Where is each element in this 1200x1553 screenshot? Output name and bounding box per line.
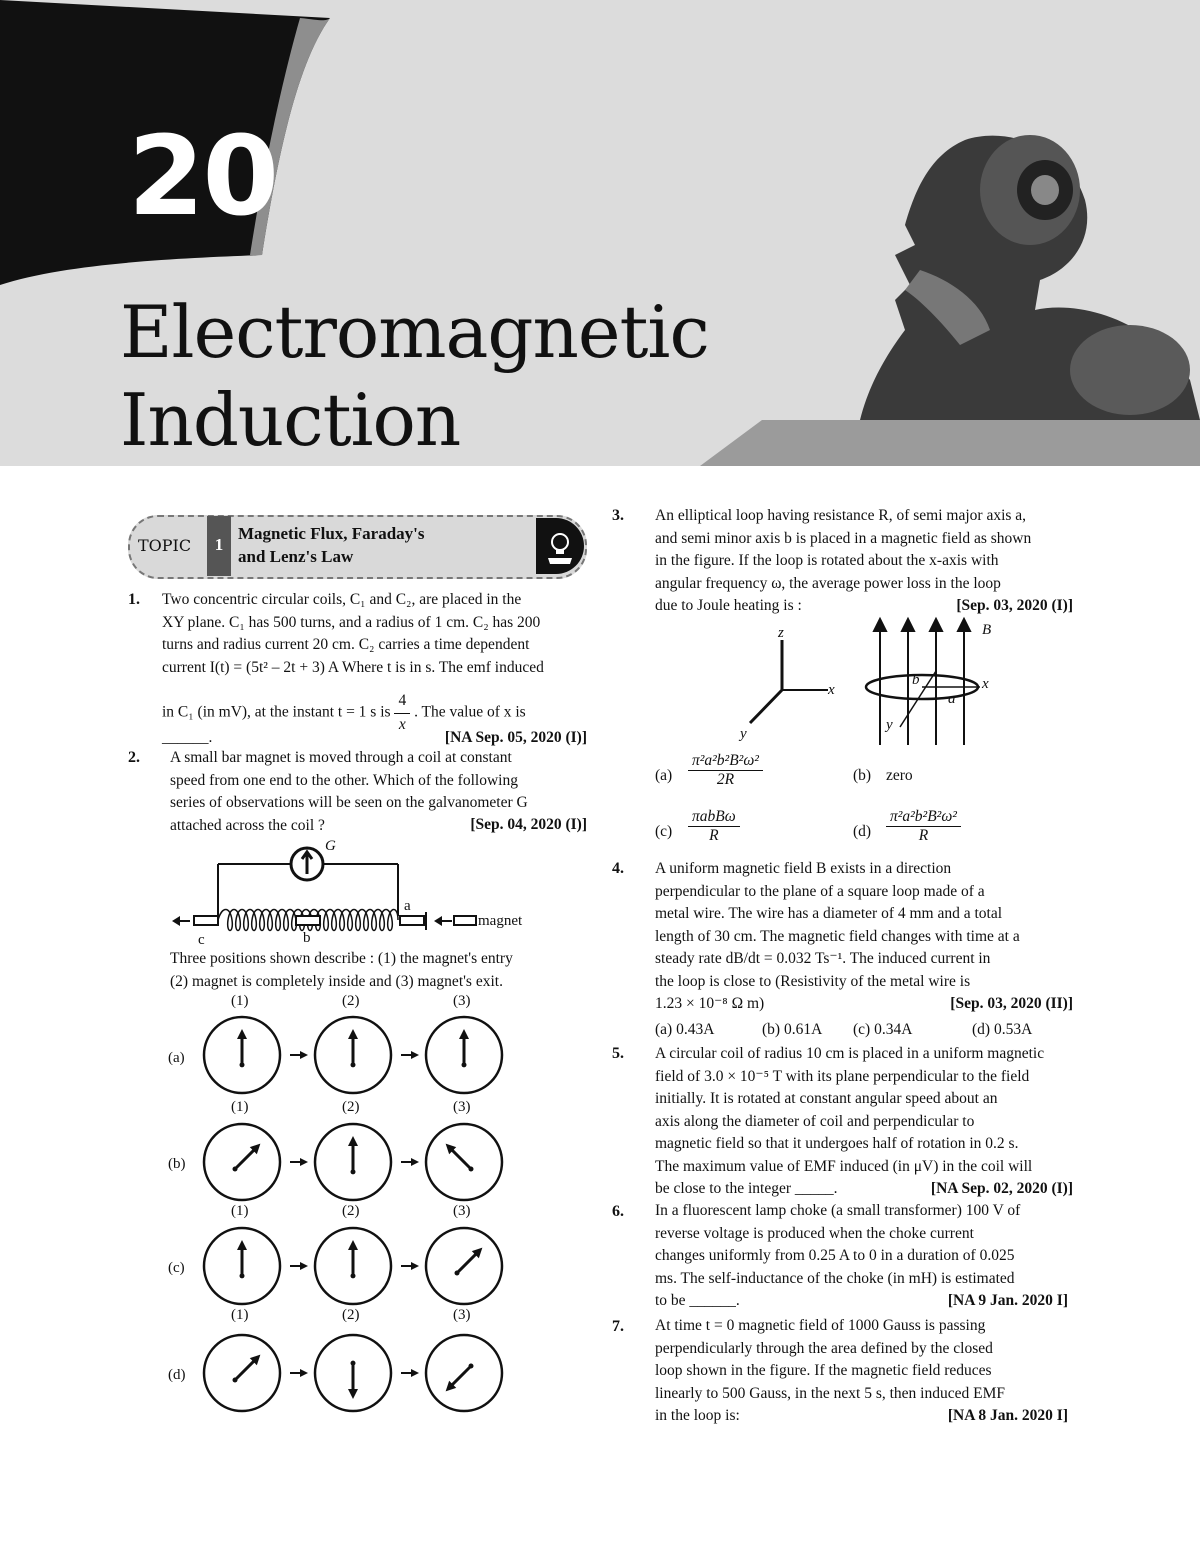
dial-pivot	[240, 1062, 245, 1067]
q3-option-c-label: (c)	[655, 823, 673, 840]
question-3-line: and semi minor axis b is placed in a magnetic field as shown	[655, 529, 1032, 547]
question-4-line: steady rate dB/dt = 0.032 Ts⁻¹. The induced current in	[655, 950, 991, 967]
dial-pivot	[351, 1361, 356, 1366]
question-4-line: perpendicular to the plane of a square loop made of a	[655, 882, 985, 900]
dial-pivot	[454, 1271, 459, 1276]
label-b: b	[303, 930, 311, 946]
q3-option-b-label: (b)	[853, 767, 872, 784]
loop-axis-label-y: y	[886, 717, 893, 733]
topic-label: TOPIC	[138, 536, 192, 555]
question-3-line: An elliptical loop having resistance R, of semi major axis a,	[655, 507, 1027, 524]
q3-option-a	[688, 752, 763, 789]
question-1-text-b: . The value of x is	[414, 703, 526, 721]
q3-option-a-label: (a)	[655, 767, 673, 784]
sequence-arrow-head	[411, 1051, 419, 1059]
q3-option-d-num: π²a²b²B²ω²	[886, 808, 961, 827]
question-2-after-text	[170, 948, 590, 993]
question-4-number: 4.	[612, 860, 624, 877]
question-4-text	[655, 858, 1073, 1016]
position-label: (2)	[342, 1099, 360, 1115]
question-2-line: A small bar magnet is moved through a coil at constant	[170, 749, 512, 766]
question-1-line: XY plane. C₁ has 500 turns, and a radius of 1 cm. C₂ has 200	[162, 613, 541, 631]
question-7-line: linearly to 500 Gauss, in the next 5 s, then induced EMF	[655, 1384, 1005, 1402]
loop-axis-label-x: x	[982, 676, 989, 692]
question-7-number: 7.	[612, 1318, 624, 1335]
q4-option: (c) 0.34A	[853, 1021, 913, 1038]
q3-option-c	[688, 808, 740, 845]
question-7-source: [NA 8 Jan. 2020 I]	[947, 1407, 1068, 1424]
chapter-number: 20	[128, 112, 278, 240]
chapter-title-line1: Electromagnetic	[120, 290, 709, 374]
position-label: (2)	[342, 993, 360, 1009]
robot-illustration	[860, 135, 1200, 420]
coil-galvanometer-diagram	[168, 836, 588, 951]
question-1-source: [NA Sep. 05, 2020 (I)]	[444, 729, 587, 746]
question-6-number: 6.	[612, 1203, 624, 1220]
sequence-arrow-head	[300, 1158, 308, 1166]
dial-pivot	[351, 1062, 356, 1067]
position-label: (1)	[231, 1203, 249, 1219]
option-label: (c)	[168, 1260, 185, 1276]
position-label: (1)	[231, 1307, 249, 1323]
sequence-arrow-head	[411, 1262, 419, 1270]
magnet-label: magnet	[478, 913, 523, 929]
axis-label-y: y	[740, 726, 747, 742]
topic-number: 1	[207, 516, 231, 576]
question-4-line: 1.23 × 10⁻⁸ Ω m)	[655, 995, 765, 1012]
question-5-line: axis along the diameter of coil and perpendicular to	[655, 1112, 975, 1130]
sequence-arrow-head	[411, 1158, 419, 1166]
question-5-line: be close to the integer _____.	[655, 1180, 838, 1197]
position-label: (1)	[231, 1099, 249, 1115]
galvanometer-label: G	[325, 838, 336, 854]
label-c: c	[198, 932, 205, 948]
position-label: (3)	[453, 993, 471, 1009]
question-2-line: series of observations will be seen on the galvanometer G	[170, 794, 528, 811]
question-2-line: attached across the coil ?	[170, 816, 325, 834]
question-4-line: the loop is close to (Resistivity of the metal wire is	[655, 972, 971, 990]
magnet-position-c	[194, 916, 218, 925]
question-5-line: A circular coil of radius 10 cm is placed in a uniform magnetic	[655, 1045, 1045, 1062]
q3-option-d-label: (d)	[853, 823, 872, 840]
q3-option-c-den: R	[709, 827, 719, 844]
question-6-line: changes uniformly from 0.25 A to 0 in a duration of 0.025	[655, 1247, 1015, 1264]
semi-major-label-a: a	[948, 691, 956, 707]
question-4-line: length of 30 cm. The magnetic field changes with time at a	[655, 927, 1020, 945]
dial-pivot	[232, 1378, 237, 1383]
position-label: (3)	[453, 1203, 471, 1219]
q3-option-b: zero	[886, 767, 913, 784]
question-6-line: reverse voltage is produced when the choke current	[655, 1224, 974, 1242]
question-5-line: field of 3.0 × 10⁻⁵ T with its plane perpendicular to the field	[655, 1067, 1030, 1085]
dial-pivot	[469, 1167, 474, 1172]
position-label: (3)	[453, 1307, 471, 1323]
magnet-icon	[454, 916, 476, 925]
magnet-position-b	[296, 916, 320, 925]
question-2-after-line: (2) magnet is completely inside and (3) magnet's exit.	[170, 972, 503, 990]
question-5-text	[655, 1043, 1073, 1201]
question-7-line: At time t = 0 magnetic field of 1000 Gauss is passing	[655, 1317, 986, 1334]
question-1-line: turns and radius current 20 cm. C₂ carries a time dependent	[162, 636, 530, 653]
galvanometer-options-diagram	[160, 990, 590, 1430]
q3-option-c-num: πabBω	[688, 808, 740, 827]
option-label: (a)	[168, 1050, 185, 1066]
field-label-B: B	[982, 622, 992, 638]
question-3-line: due to Joule heating is :	[655, 597, 802, 614]
question-4-source: [Sep. 03, 2020 (II)]	[950, 995, 1073, 1012]
position-label: (2)	[342, 1307, 360, 1323]
fraction-den: x	[398, 715, 406, 733]
dial-pivot	[351, 1169, 356, 1174]
question-7-line: in the loop is:	[655, 1407, 740, 1424]
question-3-number: 3.	[612, 507, 624, 524]
question-5-line: initially. It is rotated at constant angular speed about an	[655, 1090, 998, 1107]
dial-pivot	[462, 1062, 467, 1067]
question-3-line: angular frequency ω, the average power loss in the loop	[655, 574, 1001, 592]
question-5-source: [NA Sep. 02, 2020 (I)]	[930, 1180, 1073, 1197]
dial-pivot	[351, 1273, 356, 1278]
q3-option-a-den: 2R	[716, 771, 735, 788]
topic-title-line1: Magnetic Flux, Faraday's	[238, 524, 425, 543]
question-2-after-line: Three positions shown describe : (1) the magnet's entry	[170, 950, 513, 967]
question-7-line: loop shown in the figure. If the magnetic field reduces	[655, 1362, 992, 1379]
chapter-title-line2: Induction	[120, 378, 461, 462]
fraction-num: 4	[394, 690, 410, 714]
position-label: (2)	[342, 1203, 360, 1219]
dial-pivot	[232, 1167, 237, 1172]
sequence-arrow-head	[411, 1369, 419, 1377]
q3-option-a-num: π²a²b²B²ω²	[688, 752, 763, 771]
question-6-line: In a fluorescent lamp choke (a small transformer) 100 V of	[655, 1202, 1021, 1219]
question-5-number: 5.	[612, 1045, 624, 1062]
q3-option-d	[886, 808, 961, 845]
option-label: (d)	[168, 1367, 186, 1383]
axis-label-x: x	[828, 682, 835, 698]
header-gray-stripe	[700, 420, 1200, 466]
q4-option: (d) 0.53A	[972, 1021, 1033, 1038]
magnet-position-a	[400, 916, 424, 925]
sequence-arrow-head	[300, 1262, 308, 1270]
question-1-line: Two concentric circular coils, C₁ and C₂, are placed in the	[162, 591, 522, 608]
semi-minor-label-b: b	[912, 672, 920, 688]
position-label: (3)	[453, 1099, 471, 1115]
question-5-line: The maximum value of EMF induced (in μV) in the coil will	[655, 1157, 1033, 1175]
question-5-line: magnetic field so that it undergoes half of rotation in 0.2 s.	[655, 1135, 1019, 1152]
question-1-blank: ______.	[162, 729, 213, 746]
label-a: a	[404, 898, 411, 914]
q4-option: (b) 0.61A	[762, 1021, 823, 1038]
question-1-line: current I(t) = (5t² – 2t + 3) A Where t is in s. The emf induced	[162, 658, 544, 676]
dial-pivot	[240, 1273, 245, 1278]
axis-label-z: z	[778, 625, 784, 641]
question-1-text	[162, 589, 587, 679]
sequence-arrow-head	[300, 1369, 308, 1377]
question-7-line: perpendicularly through the area defined by the closed	[655, 1339, 993, 1357]
sequence-arrow-head	[300, 1051, 308, 1059]
question-6-source: [NA 9 Jan. 2020 I]	[947, 1292, 1068, 1309]
dial-pivot	[469, 1363, 474, 1368]
question-3-source: [Sep. 03, 2020 (I)]	[956, 597, 1073, 614]
question-4-line: A uniform magnetic field B exists in a direction	[655, 860, 952, 877]
lightbulb-icon	[536, 518, 584, 574]
question-1-text-a: in C₁ (in mV), at the instant t = 1 s is	[162, 703, 391, 721]
question-2-number: 2.	[128, 749, 140, 766]
question-6-line: ms. The self-inductance of the choke (in mH) is estimated	[655, 1269, 1015, 1287]
position-label: (1)	[231, 993, 249, 1009]
question-1-number: 1.	[128, 591, 140, 608]
question-2-source: [Sep. 04, 2020 (I)]	[470, 816, 587, 833]
question-3-line: in the figure. If the loop is rotated about the x-axis with	[655, 552, 999, 569]
question-4-line: metal wire. The wire has a diameter of 4 mm and a total	[655, 905, 1003, 922]
topic-title-line2: and Lenz's Law	[238, 547, 354, 566]
q3-option-d-den: R	[918, 827, 929, 844]
option-label: (b)	[168, 1156, 186, 1172]
q4-option: (a) 0.43A	[655, 1021, 715, 1038]
question-2-line: speed from one end to the other. Which of the following	[170, 771, 518, 789]
question-6-line: to be ______.	[655, 1292, 740, 1309]
